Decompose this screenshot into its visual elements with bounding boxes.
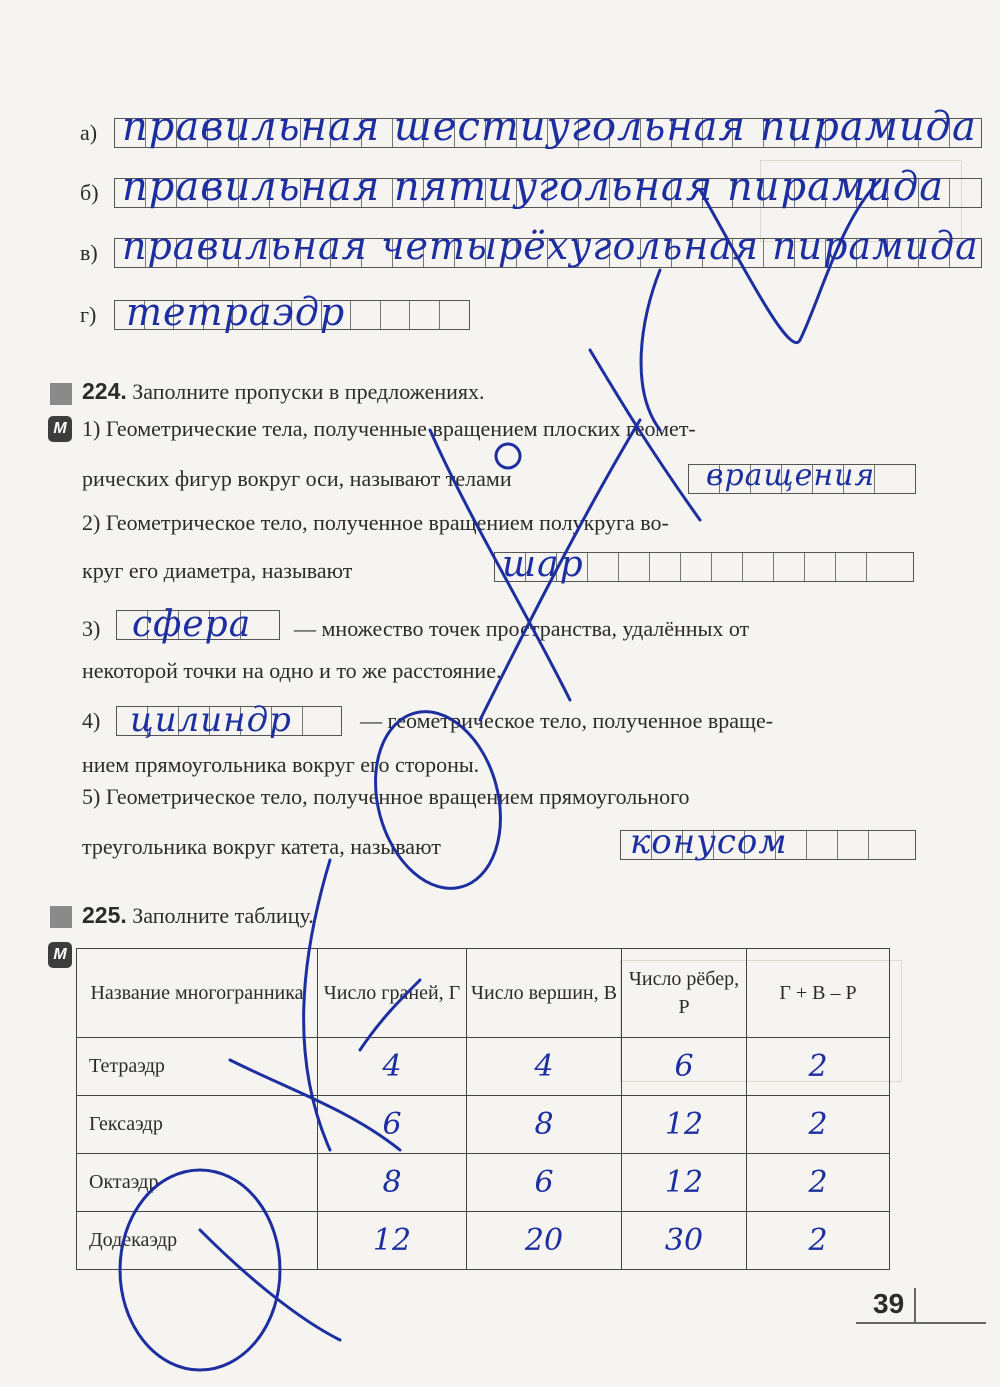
- handwritten-answer: правильная пятиугольная пирамида: [122, 164, 945, 210]
- handwritten-answer: тетраэдр: [126, 290, 346, 334]
- sentence-3-label: 3): [82, 616, 101, 641]
- vertices-cell[interactable]: 8: [467, 1096, 622, 1154]
- handwritten-answer: правильная четырёхугольная пирамида: [122, 224, 979, 268]
- item-label: в): [80, 240, 98, 265]
- polyhedron-name: Додекаэдр: [77, 1212, 318, 1270]
- sentence-1-line-1: 1) Геометрические тела, полученные вращением плоских геомет-: [82, 416, 696, 441]
- table-row: [77, 1212, 890, 1270]
- sentence-2-line-1: 2) Геометрическое тело, полученное вращением полукруга во-: [82, 510, 669, 535]
- result-cell[interactable]: 2: [747, 1096, 890, 1154]
- sentence-5-line-1: 5) Геометрическое тело, полученное вращением прямоугольного: [82, 784, 690, 809]
- faces-cell[interactable]: 6: [318, 1096, 467, 1154]
- handwritten-answer: шар: [502, 544, 584, 585]
- page-number-tick: [914, 1288, 916, 1322]
- header-faces: Число граней, Г: [318, 949, 467, 1038]
- handwritten-answer: цилиндр: [130, 700, 292, 740]
- header-vertices: Число вершин, В: [467, 949, 622, 1038]
- faces-cell[interactable]: 12: [318, 1212, 467, 1270]
- header-name: Название многогранника: [77, 949, 318, 1038]
- handwritten-answer: конусом: [630, 822, 788, 862]
- item-label: а): [80, 120, 98, 145]
- table-header-row: [77, 949, 890, 1038]
- result-cell[interactable]: 2: [747, 1038, 890, 1096]
- sentence-3-line-1: — множество точек пространства, удалённых от: [294, 616, 750, 641]
- polyhedra-table: [76, 948, 890, 1270]
- vertices-cell[interactable]: 6: [467, 1154, 622, 1212]
- sentence-2-line-2: круг его диаметра, называют: [82, 558, 353, 583]
- header-result: Г + В – Р: [747, 949, 890, 1038]
- task-number: 225.: [82, 902, 127, 928]
- sentence-4-label: 4): [82, 708, 101, 733]
- handwritten-answer: правильная шестиугольная пирамида: [122, 104, 977, 150]
- sentence-5-line-2: треугольника вокруг катета, называют: [82, 834, 441, 859]
- edges-cell[interactable]: 30: [622, 1212, 747, 1270]
- result-cell[interactable]: 2: [747, 1212, 890, 1270]
- polyhedron-name: Октаэдр: [77, 1154, 318, 1212]
- polyhedron-name: Тетраэдр: [77, 1038, 318, 1096]
- task-number: 224.: [82, 378, 127, 404]
- m-badge-icon: М: [48, 942, 72, 968]
- result-cell[interactable]: 2: [747, 1154, 890, 1212]
- faces-cell[interactable]: 4: [318, 1038, 467, 1096]
- page-number-rule: [856, 1322, 986, 1324]
- task-225-header: [82, 902, 314, 929]
- polyhedron-name: Гексаэдр: [77, 1096, 318, 1154]
- task-marker: [50, 383, 72, 405]
- header-edges: Число рёбер, Р: [622, 949, 747, 1038]
- scribble-stroke: [641, 270, 660, 430]
- table-row: [77, 1154, 890, 1212]
- task-marker: [50, 906, 72, 928]
- edges-cell[interactable]: 12: [622, 1154, 747, 1212]
- edges-cell[interactable]: 12: [622, 1096, 747, 1154]
- m-badge-icon: М: [48, 416, 72, 442]
- page-number: 39: [873, 1288, 905, 1319]
- table-row: [77, 1038, 890, 1096]
- sentence-1-line-2: рических фигур вокруг оси, называют телами: [82, 466, 512, 491]
- sentence-3-line-2: некоторой точки на одно и то же расстояние.: [82, 658, 502, 683]
- vertices-cell[interactable]: 20: [467, 1212, 622, 1270]
- task-224-header: [82, 378, 485, 405]
- sentence-4-line-2: нием прямоугольника вокруг его стороны.: [82, 752, 480, 777]
- item-label: б): [80, 180, 99, 205]
- item-label: г): [80, 302, 97, 327]
- vertices-cell[interactable]: 4: [467, 1038, 622, 1096]
- faces-cell[interactable]: 8: [318, 1154, 467, 1212]
- task-title: Заполните таблицу.: [132, 903, 314, 928]
- task-title: Заполните пропуски в предложениях.: [132, 379, 485, 404]
- table-row: [77, 1096, 890, 1154]
- handwritten-answer: вращения: [706, 458, 876, 493]
- sentence-4-line-1: — геометрическое тело, полученное враще-: [360, 708, 774, 733]
- edges-cell[interactable]: 6: [622, 1038, 747, 1096]
- handwritten-answer: сфера: [132, 604, 252, 645]
